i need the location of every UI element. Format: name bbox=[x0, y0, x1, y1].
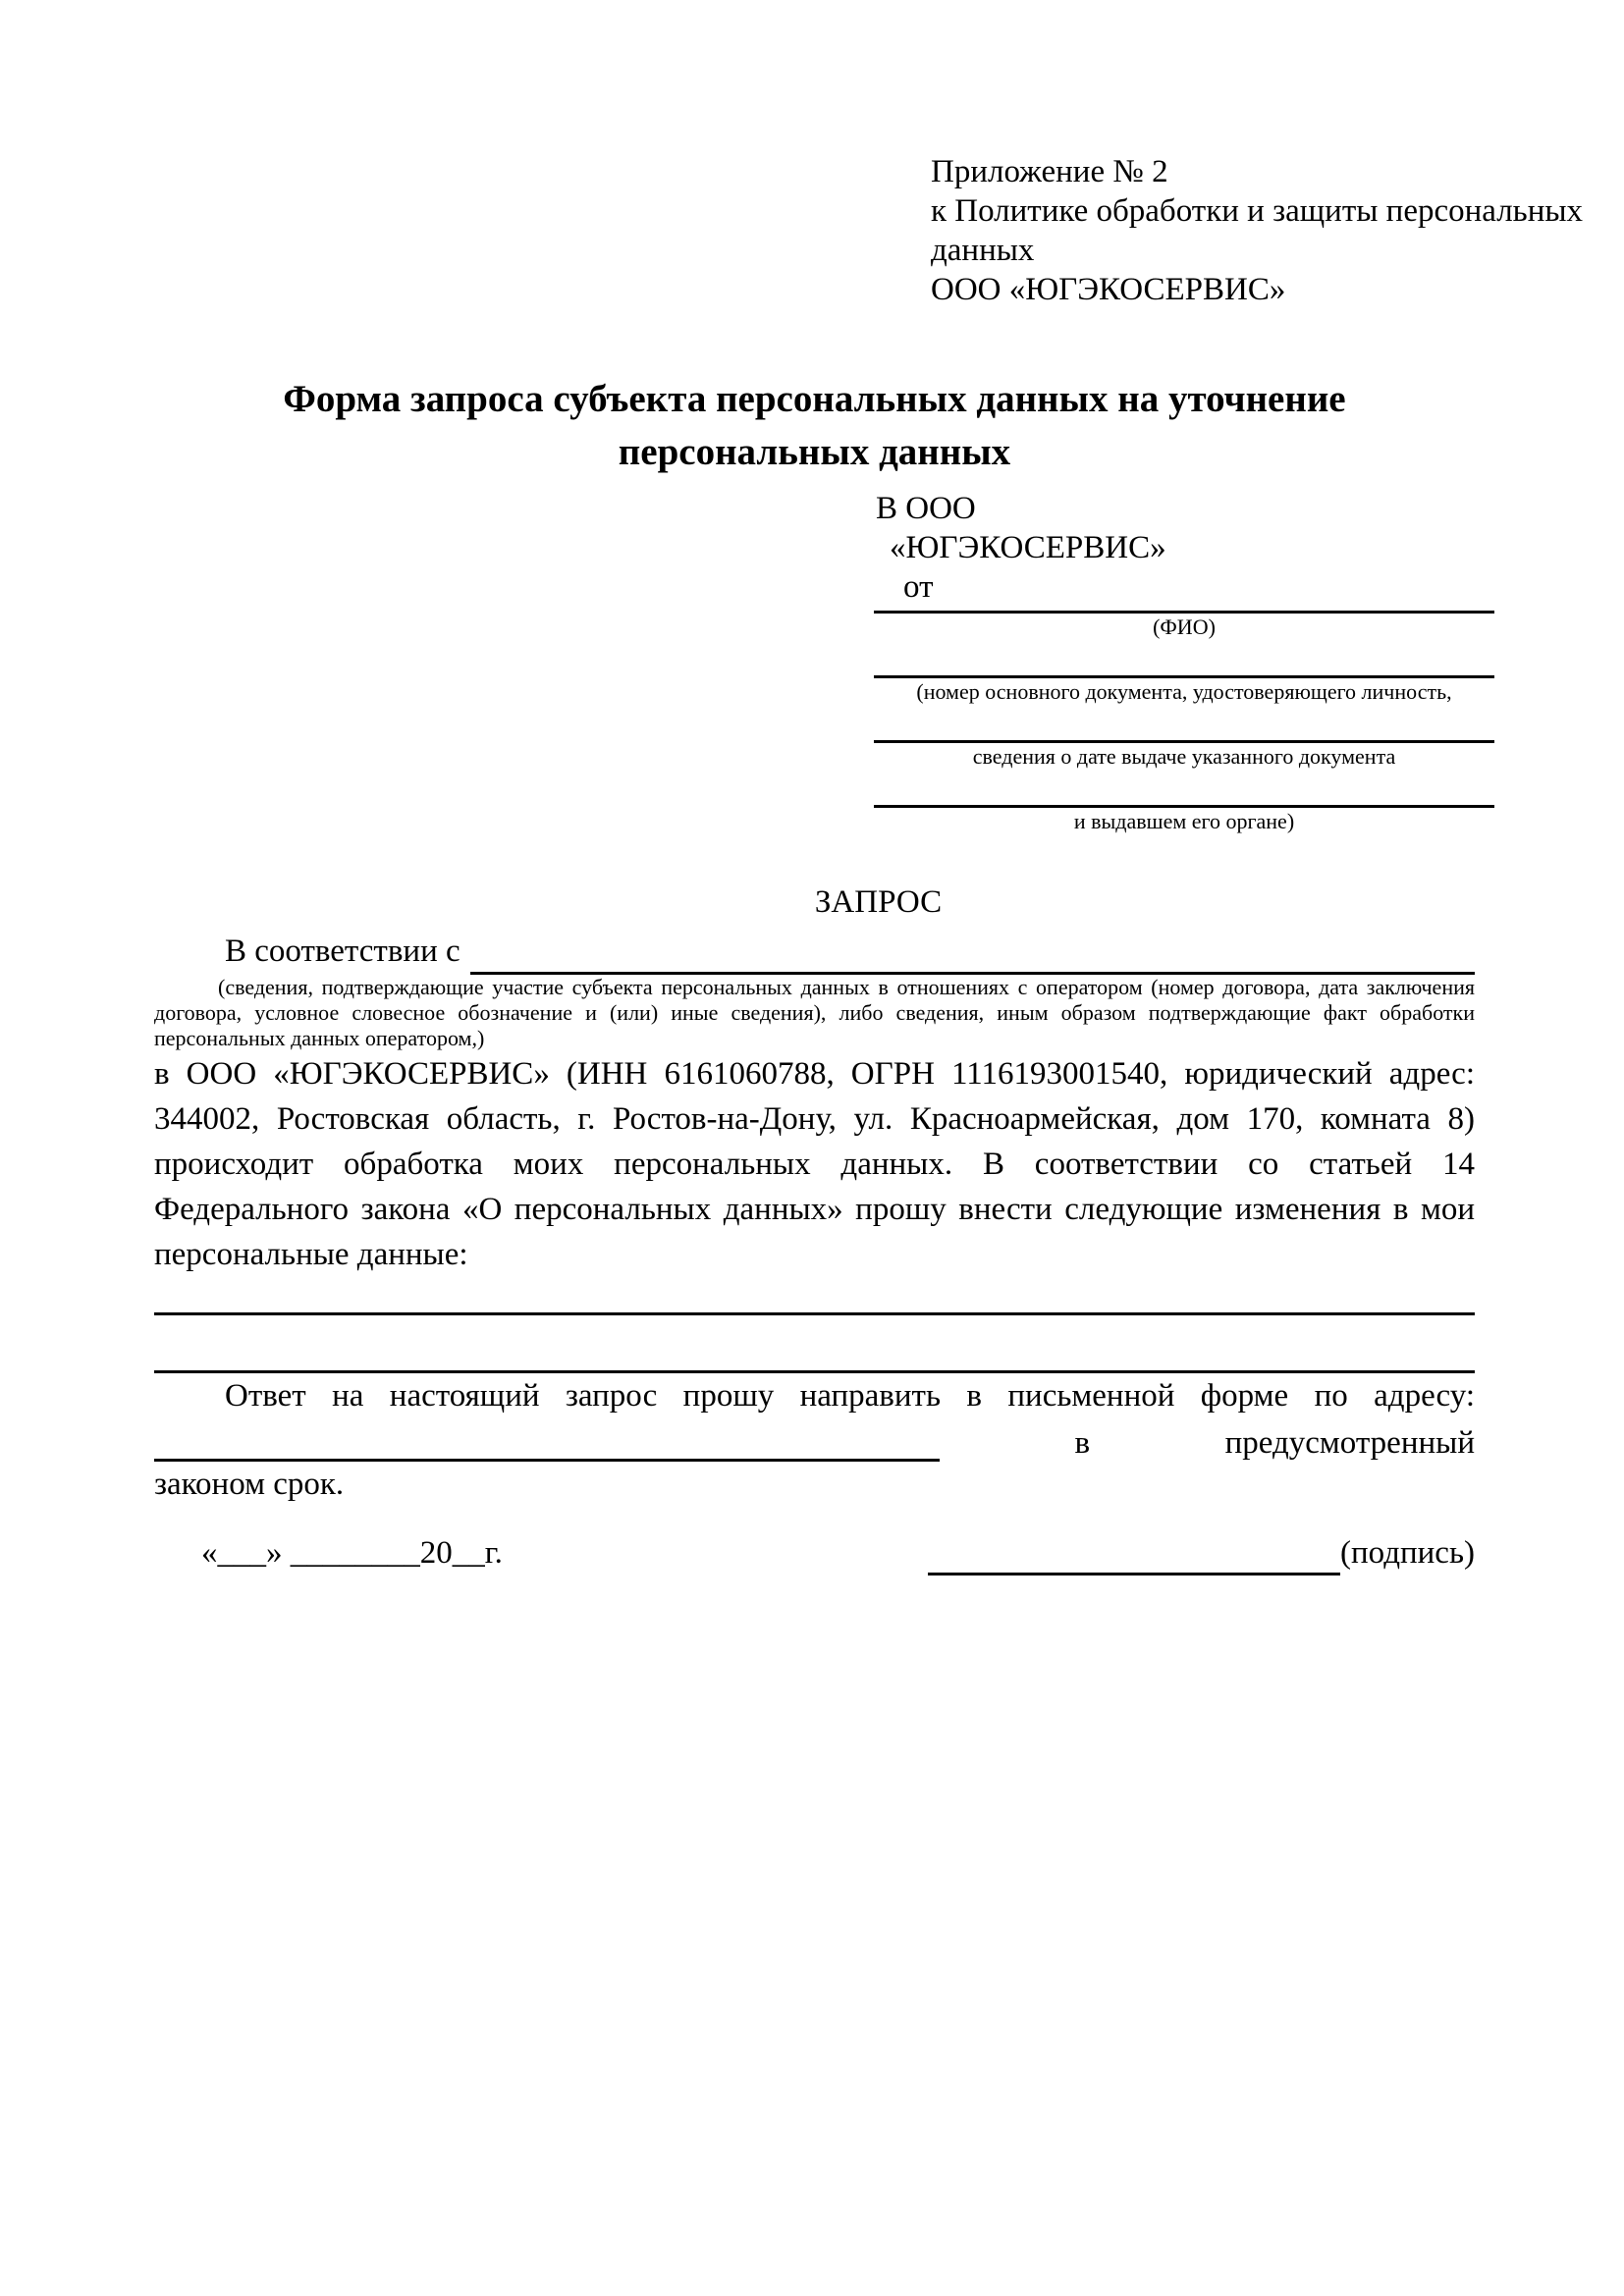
accordance-label: В соответствии с bbox=[225, 934, 460, 969]
date-signature-row bbox=[154, 1530, 1475, 1575]
reply-paragraph: Ответ на настоящий запрос прошу направить в письменной форме по адресу: bbox=[225, 1378, 1475, 1414]
reply-tail-word: в bbox=[1074, 1425, 1091, 1461]
signature-group bbox=[928, 1530, 1475, 1575]
appendix-note-line: данных bbox=[931, 233, 1035, 268]
signature-blank-line[interactable] bbox=[928, 1533, 1340, 1575]
issuing-authority-caption: и выдавшем его органе) bbox=[1073, 809, 1295, 833]
signature-caption: (подпись) bbox=[1340, 1535, 1475, 1571]
appendix-note-line: к Политике обработки и защиты персональных bbox=[931, 193, 1584, 229]
accordance-blank-line[interactable] bbox=[470, 933, 1475, 975]
document-number-blank-line[interactable] bbox=[874, 671, 1494, 678]
accordance-row bbox=[154, 928, 1475, 975]
appendix-note bbox=[931, 152, 1583, 309]
issuing-authority-blank-line[interactable] bbox=[874, 801, 1494, 808]
accordance-caption: (сведения, подтверждающие участие субъекта персональных данных в отношениях с оператором (номер договора, дата заключения договора, условное словесное обозначение и (или) иные сведения), либо сведения, иным образом подтверждающие факт обработки персональных данных оператором,) bbox=[154, 975, 1475, 1050]
reply-tail-word: предусмотренный bbox=[1224, 1425, 1475, 1461]
fio-caption: (ФИО) bbox=[1153, 614, 1216, 639]
address-blank-line[interactable] bbox=[154, 1419, 940, 1462]
addressee-from-label: от bbox=[903, 569, 934, 605]
document-number-caption: (номер основного документа, удостоверяющего личность, bbox=[916, 679, 1452, 704]
addressee-block bbox=[874, 489, 1494, 834]
reply-address-row bbox=[154, 1418, 1475, 1462]
addressee-org-line2: «ЮГЭКОСЕРВИС» bbox=[890, 530, 1166, 565]
issue-date-caption: сведения о дате выдаче указанного документа bbox=[972, 744, 1396, 769]
request-heading: ЗАПРОС bbox=[814, 884, 943, 920]
date-blank-line[interactable]: «___» ________20__г. bbox=[201, 1535, 503, 1571]
changes-blank-line-2[interactable] bbox=[154, 1315, 1475, 1373]
request-body bbox=[154, 879, 1475, 1575]
changes-blank-line-1[interactable] bbox=[154, 1277, 1475, 1315]
body-paragraph: в ООО «ЮГЭКОСЕРВИС» (ИНН 6161060788, ОГРН 1116193001540, юридический адрес: 344002, Ростовская область, г. Ростов-на-Дону, ул. Красноармейская, дом 170, комната 8) происходит обработка моих персональных данных. В соответствии со статьей 14 Федерального закона «О персональных данных» прошу внести следующие изменения в мои персональные данные: bbox=[154, 1056, 1475, 1272]
appendix-note-line: Приложение № 2 bbox=[931, 154, 1168, 189]
issue-date-blank-line[interactable] bbox=[874, 736, 1494, 743]
appendix-note-line: ООО «ЮГЭКОСЕРВИС» bbox=[931, 272, 1286, 307]
document-title: Форма запроса субъекта персональных данных на уточнение персональных данных bbox=[283, 378, 1346, 473]
addressee-org-line1: В ООО bbox=[876, 491, 976, 526]
fio-blank-line[interactable] bbox=[874, 607, 1494, 614]
reply-end-text: законом срок. bbox=[154, 1467, 345, 1502]
